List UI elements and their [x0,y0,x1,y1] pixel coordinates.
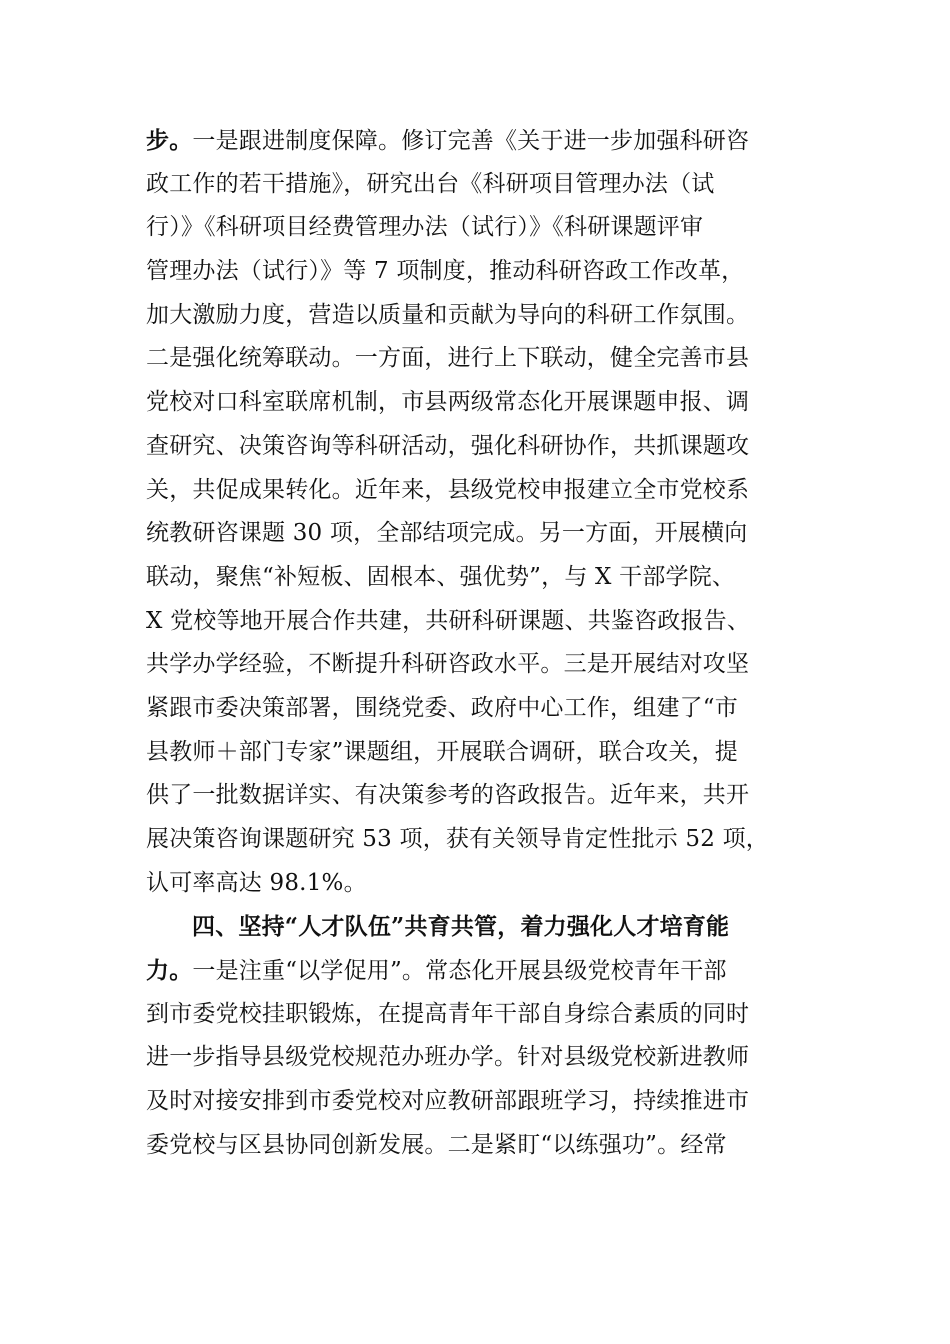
text-line: 委党校与区县协同创新发展。二是紧盯“以练强功”。经常 [146,1131,727,1158]
text-line: X 党校等地开展合作共建，共研科研课题、共鉴咨政报告、 [146,607,751,634]
text-line: 行）》《科研项目经费管理办法（试行）》《科研课题评审 [146,214,704,241]
text-line: 统教研咨课题 30 项，全部结项完成。另一方面，开展横向 [146,520,748,547]
text-line: 及时对接安排到市委党校对应教研部跟班学习，持续推进市 [146,1088,750,1115]
text-line: 关，共促成果转化。近年来，县级党校申报建立全市党校系 [146,476,750,503]
text-line [146,119,836,163]
text-line: 共学办学经验，不断提升科研咨政水平。三是开展结对攻坚 [146,651,750,678]
text-line: 县教师＋部门专家”课题组，开展联合调研，联合攻关，提 [146,738,738,765]
text-line: 查研究、决策咨询等科研活动，强化科研协作，共抓课题攻 [146,432,750,459]
section-heading: 四、坚持“人才队伍”共育共管，着力强化人才培育能 [192,913,730,941]
text-line: 加大激励力度，营造以质量和贡献为导向的科研工作氛围。 [146,301,750,328]
bold-lead: 步。 [146,127,193,154]
text-line: 到市委党校挂职锻炼，在提高青年干部自身综合素质的同时 [146,1000,750,1027]
text-line: 紧跟市委决策部署，围绕党委、政府中心工作，组建了“市 [146,694,738,721]
line-text: 一是跟进制度保障。修订完善《关于进一步加强科研咨 [192,128,750,154]
text-line: 党校对口科室联席机制，市县两级常态化开展课题申报、调 [146,389,750,416]
text-line: 供了一批数据详实、有决策参考的咨政报告。近年来，共开 [146,782,750,809]
text-line: 联动，聚焦“补短板、固根本、强优势”，与 X 干部学院、 [146,563,736,590]
line-text: 一是注重“以学促用”。常态化开展县级党校青年干部 [192,958,727,985]
text-line: 认可率高达 98.1%。 [146,869,367,896]
text-line [146,949,836,993]
text-line: 管理办法（试行）》等 7 项制度，推动科研咨政工作改革， [146,258,745,285]
text-line: 进一步指导县级党校规范办班办学。针对县级党校新进教师 [146,1044,750,1071]
text-line: 二是强化统筹联动。一方面，进行上下联动，健全完善市县 [146,345,750,372]
bold-lead: 力。 [146,957,193,985]
body-text [146,119,836,1168]
text-line: 展决策咨询课题研究 53 项，获有关领导肯定性批示 52 项， [146,826,769,852]
text-line: 政工作的若干措施》，研究出台《科研项目管理办法（试 [146,170,715,197]
